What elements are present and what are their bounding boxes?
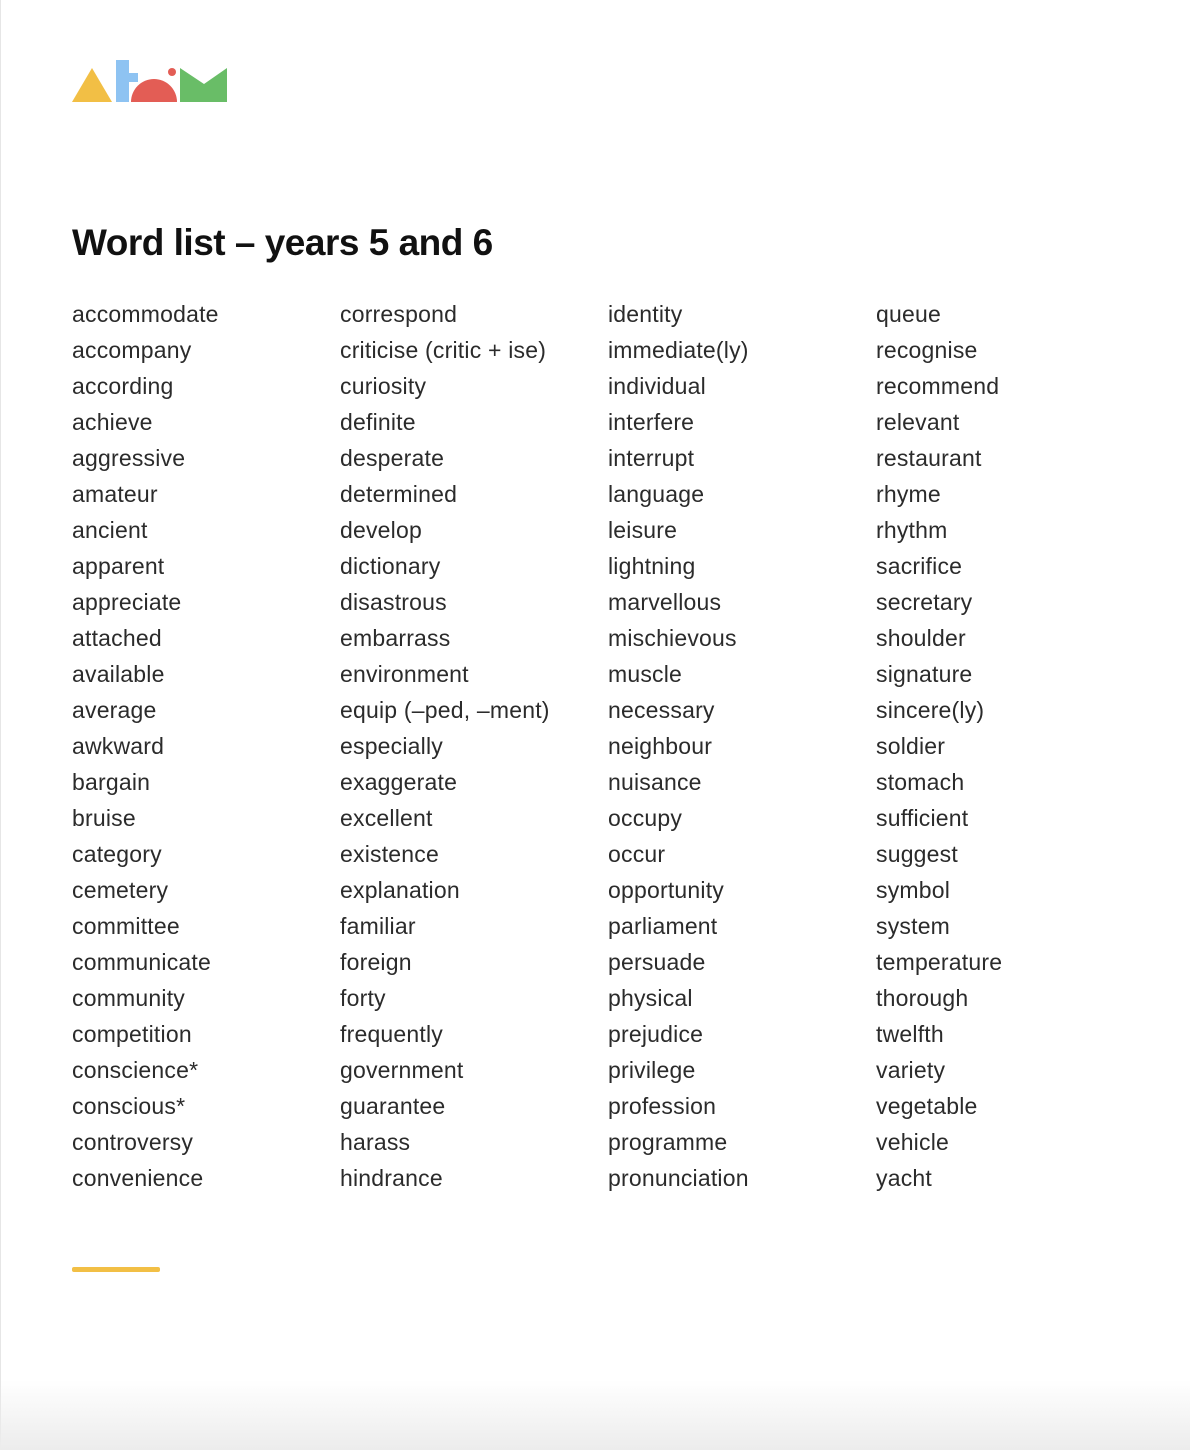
word-item: ancient <box>72 517 148 543</box>
word-item: controversy <box>72 1129 194 1155</box>
word-item: dictionary <box>340 553 441 579</box>
word-item: attached <box>72 625 162 651</box>
atom-logo <box>72 58 228 104</box>
word-column-4 <box>876 298 1144 1198</box>
word-item: sincere(ly) <box>876 697 985 723</box>
word-item: equip (–ped, –ment) <box>340 697 550 723</box>
word-item: curiosity <box>340 373 427 399</box>
word-item: neighbour <box>608 733 713 759</box>
word-item: lightning <box>608 553 696 579</box>
word-item: communicate <box>72 949 211 975</box>
word-item: individual <box>608 373 706 399</box>
page-title: Word list – years 5 and 6 <box>72 222 493 263</box>
word-item: recommend <box>876 373 1000 399</box>
word-item: suggest <box>876 841 958 867</box>
word-item: appreciate <box>72 589 182 615</box>
word-item: exaggerate <box>340 769 458 795</box>
word-item: excellent <box>340 805 433 831</box>
word-item: thorough <box>876 985 969 1011</box>
word-item: immediate(ly) <box>608 337 749 363</box>
word-item: accompany <box>72 337 192 363</box>
word-item: competition <box>72 1021 192 1047</box>
word-item: leisure <box>608 517 678 543</box>
word-item: harass <box>340 1129 411 1155</box>
word-item: embarrass <box>340 625 451 651</box>
word-item: stomach <box>876 769 965 795</box>
word-item: marvellous <box>608 589 722 615</box>
word-item: according <box>72 373 174 399</box>
word-item: explanation <box>340 877 460 903</box>
word-item: profession <box>608 1093 717 1119</box>
word-item: cemetery <box>72 877 169 903</box>
word-item: queue <box>876 301 941 327</box>
word-item: guarantee <box>340 1093 446 1119</box>
word-item: amateur <box>72 481 158 507</box>
word-item: determined <box>340 481 458 507</box>
word-item: existence <box>340 841 439 867</box>
word-item: opportunity <box>608 877 724 903</box>
word-item: occur <box>608 841 666 867</box>
word-item: conscious* <box>72 1093 186 1119</box>
word-item: recognise <box>876 337 978 363</box>
word-item: forty <box>340 985 386 1011</box>
logo-semicircle <box>131 79 177 102</box>
word-item: community <box>72 985 185 1011</box>
word-item: variety <box>876 1057 946 1083</box>
word-item: hindrance <box>340 1165 443 1191</box>
word-item: nuisance <box>608 769 702 795</box>
word-item: interfere <box>608 409 695 435</box>
word-item: familiar <box>340 913 416 939</box>
word-item: language <box>608 481 705 507</box>
word-column-2 <box>340 298 608 1198</box>
word-item: government <box>340 1057 464 1083</box>
word-item: physical <box>608 985 693 1011</box>
word-column-1 <box>72 298 340 1198</box>
word-item: average <box>72 697 157 723</box>
word-column-3 <box>608 298 876 1198</box>
word-item: signature <box>876 661 973 687</box>
word-item: desperate <box>340 445 445 471</box>
word-item: relevant <box>876 409 960 435</box>
word-item: shoulder <box>876 625 966 651</box>
word-item: pronunciation <box>608 1165 749 1191</box>
word-item: yacht <box>876 1165 932 1191</box>
word-item: correspond <box>340 301 458 327</box>
word-item: aggressive <box>72 445 186 471</box>
word-item: programme <box>608 1129 728 1155</box>
word-item: persuade <box>608 949 706 975</box>
word-item: restaurant <box>876 445 982 471</box>
word-item: twelfth <box>876 1021 944 1047</box>
bottom-shade <box>0 1380 1190 1450</box>
word-item: conscience* <box>72 1057 199 1083</box>
logo-t-bar <box>116 73 138 82</box>
word-item: prejudice <box>608 1021 704 1047</box>
word-item: achieve <box>72 409 153 435</box>
word-item: privilege <box>608 1057 696 1083</box>
word-item: vehicle <box>876 1129 949 1155</box>
word-item: bruise <box>72 805 136 831</box>
word-item: parliament <box>608 913 718 939</box>
word-item: apparent <box>72 553 165 579</box>
logo-dot <box>168 68 176 76</box>
word-item: symbol <box>876 877 951 903</box>
word-item: environment <box>340 661 469 687</box>
accent-rule <box>72 1267 160 1272</box>
word-item: necessary <box>608 697 715 723</box>
word-list-grid <box>72 298 1144 1198</box>
word-item: develop <box>340 517 422 543</box>
word-item: convenience <box>72 1165 204 1191</box>
word-item: sufficient <box>876 805 969 831</box>
word-item: rhyme <box>876 481 941 507</box>
logo-m <box>180 68 227 102</box>
word-item: available <box>72 661 165 687</box>
word-item: accommodate <box>72 301 219 327</box>
word-item: identity <box>608 301 683 327</box>
word-item: especially <box>340 733 443 759</box>
word-item: occupy <box>608 805 683 831</box>
word-item: disastrous <box>340 589 447 615</box>
word-item: category <box>72 841 162 867</box>
logo-triangle <box>72 68 112 102</box>
word-item: definite <box>340 409 416 435</box>
word-item: mischievous <box>608 625 737 651</box>
page-edge <box>0 0 1 1450</box>
word-item: committee <box>72 913 180 939</box>
word-item: muscle <box>608 661 683 687</box>
word-item: temperature <box>876 949 1003 975</box>
word-item: sacrifice <box>876 553 963 579</box>
word-item: system <box>876 913 951 939</box>
word-item: vegetable <box>876 1093 978 1119</box>
word-item: secretary <box>876 589 973 615</box>
word-item: foreign <box>340 949 412 975</box>
word-item: frequently <box>340 1021 444 1047</box>
word-item: interrupt <box>608 445 695 471</box>
word-item: rhythm <box>876 517 948 543</box>
word-item: awkward <box>72 733 165 759</box>
word-item: soldier <box>876 733 946 759</box>
word-item: criticise (critic + ise) <box>340 337 547 363</box>
word-item: bargain <box>72 769 151 795</box>
